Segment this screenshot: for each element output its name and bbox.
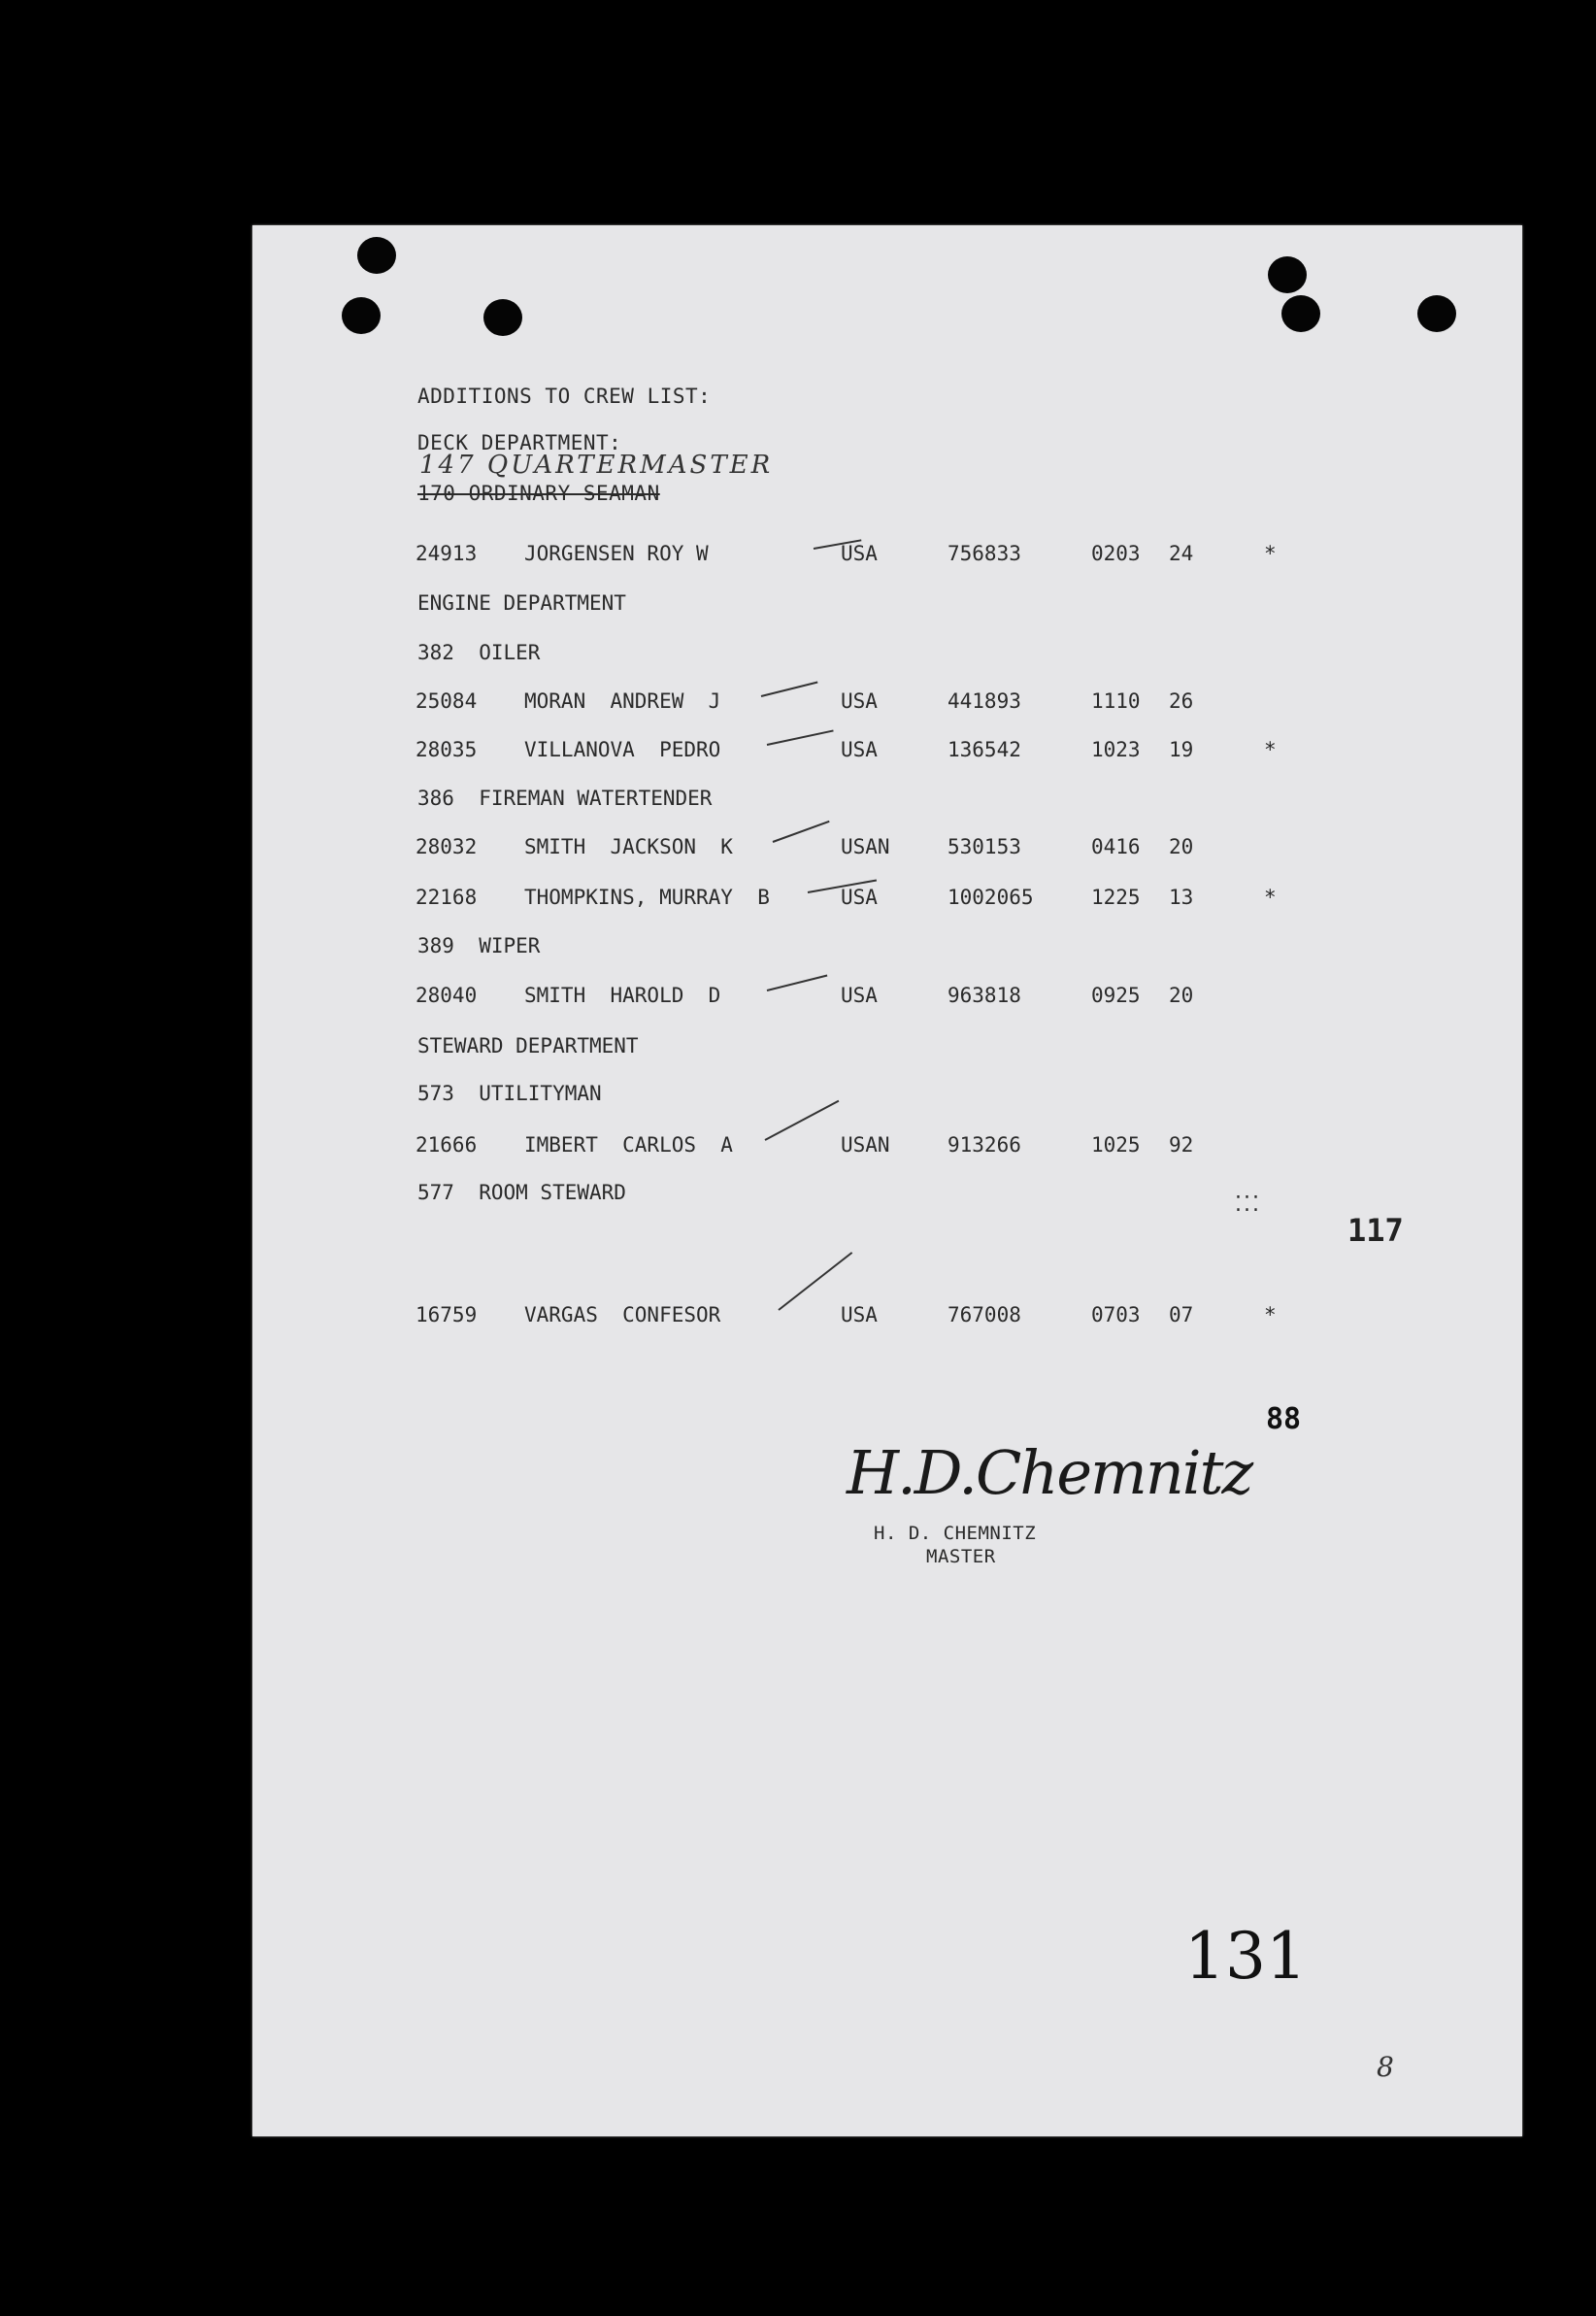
crew-nat: USA (841, 689, 878, 713)
crew-mark: * (1264, 1303, 1277, 1326)
punch-hole (342, 297, 381, 334)
crew-date: 1023 (1091, 738, 1141, 761)
punch-hole (1417, 295, 1456, 332)
section-header-text: 382 OILER (417, 641, 541, 664)
section-header (252, 1181, 1514, 1206)
crew-cert: 767008 (948, 1303, 1021, 1326)
crew-cert: 963818 (948, 984, 1021, 1007)
check-mark (767, 975, 828, 991)
corner-mark: 8 (1377, 2051, 1394, 2083)
crew-mark: * (1264, 542, 1277, 565)
check-mark (761, 682, 818, 697)
crew-cert: 136542 (948, 738, 1021, 761)
deck-department-title: DECK DEPARTMENT: (417, 431, 622, 454)
crew-cert: 756833 (948, 542, 1021, 565)
signature-name: H. D. CHEMNITZ (874, 1523, 1037, 1544)
section-header (252, 1082, 1514, 1107)
crew-name: VARGAS CONFESOR (524, 1303, 721, 1326)
crew-date: 0703 (1091, 1303, 1141, 1326)
section-header-text: ENGINE DEPARTMENT (417, 591, 626, 615)
crew-age: 20 (1169, 835, 1194, 858)
crew-nat: USA (841, 738, 878, 761)
section-header-text: 386 FIREMAN WATERTENDER (417, 787, 713, 810)
crew-date: 0925 (1091, 984, 1141, 1007)
check-mark (778, 1252, 852, 1311)
crew-num: 28032 (416, 835, 478, 858)
crew-num: 21666 (416, 1133, 478, 1157)
crew-num: 28040 (416, 984, 478, 1007)
crew-age: 19 (1169, 738, 1194, 761)
struck-rating: 170 ORDINARY SEAMAN (417, 482, 660, 505)
crew-entry-row (252, 689, 1514, 715)
crew-date: 0203 (1091, 542, 1141, 565)
signature-handwritten: H.D.Chemnitz (847, 1437, 1252, 1508)
section-header (252, 641, 1514, 666)
punch-hole (1281, 295, 1320, 332)
crew-cert: 441893 (948, 689, 1021, 713)
crew-mark: * (1264, 886, 1277, 909)
crew-age: 26 (1169, 689, 1194, 713)
section-header (252, 1034, 1514, 1059)
check-mark (773, 821, 830, 843)
crew-date: 1225 (1091, 886, 1141, 909)
crew-mark: * (1264, 738, 1277, 761)
crew-age: 20 (1169, 984, 1194, 1007)
stamp-dots: ⁚⁚⁚ (1235, 1192, 1261, 1217)
crew-cert: 1002065 (948, 886, 1034, 909)
crew-num: 24913 (416, 542, 478, 565)
crew-entry-row (252, 835, 1514, 860)
section-header-text: 577 ROOM STEWARD (417, 1181, 626, 1204)
document-heading: ADDITIONS TO CREW LIST: (417, 385, 712, 408)
document-page (252, 225, 1522, 2136)
crew-name: MORAN ANDREW J (524, 689, 721, 713)
crew-nat: USA (841, 886, 878, 909)
section-header (252, 591, 1514, 617)
crew-age: 07 (1169, 1303, 1194, 1326)
crew-cert: 913266 (948, 1133, 1021, 1157)
crew-age: 24 (1169, 542, 1194, 565)
crew-nat: USA (841, 542, 878, 565)
crew-num: 22168 (416, 886, 478, 909)
crew-name: JORGENSEN ROY W (524, 542, 709, 565)
check-mark (767, 729, 834, 746)
crew-date: 1025 (1091, 1133, 1141, 1157)
crew-num: 25084 (416, 689, 478, 713)
crew-num: 28035 (416, 738, 478, 761)
section-header-text: 573 UTILITYMAN (417, 1082, 602, 1105)
crew-entry-row (252, 1133, 1514, 1158)
signature-title: MASTER (926, 1546, 996, 1567)
crew-nat: USA (841, 984, 878, 1007)
crew-age: 92 (1169, 1133, 1194, 1157)
section-header (252, 934, 1514, 959)
crew-name: IMBERT CARLOS A (524, 1133, 733, 1157)
crew-entry-row (252, 1303, 1514, 1328)
punch-hole (483, 299, 522, 336)
section-header (252, 787, 1514, 812)
stamp-number-2: 88 (1266, 1402, 1302, 1436)
crew-name: SMITH JACKSON K (524, 835, 733, 858)
punch-hole (357, 237, 396, 274)
stamp-number: 117 (1347, 1212, 1404, 1249)
crew-name: VILLANOVA PEDRO (524, 738, 721, 761)
crew-entry-row (252, 984, 1514, 1009)
handwritten-rating: 147 QUARTERMASTER (419, 451, 774, 480)
crew-name: SMITH HAROLD D (524, 984, 721, 1007)
section-header-text: STEWARD DEPARTMENT (417, 1034, 639, 1057)
crew-num: 16759 (416, 1303, 478, 1326)
crew-nat: USAN (841, 835, 890, 858)
punch-hole (1268, 256, 1307, 293)
crew-nat: USA (841, 1303, 878, 1326)
crew-age: 13 (1169, 886, 1194, 909)
crew-entry-row (252, 542, 1514, 567)
crew-date: 0416 (1091, 835, 1141, 858)
section-header-text: 389 WIPER (417, 934, 541, 957)
crew-entry-row (252, 886, 1514, 911)
crew-date: 1110 (1091, 689, 1141, 713)
crew-entry-row (252, 738, 1514, 763)
page-number-handwritten: 131 (1184, 1919, 1307, 1994)
crew-cert: 530153 (948, 835, 1021, 858)
crew-name: THOMPKINS, MURRAY B (524, 886, 770, 909)
crew-nat: USAN (841, 1133, 890, 1157)
